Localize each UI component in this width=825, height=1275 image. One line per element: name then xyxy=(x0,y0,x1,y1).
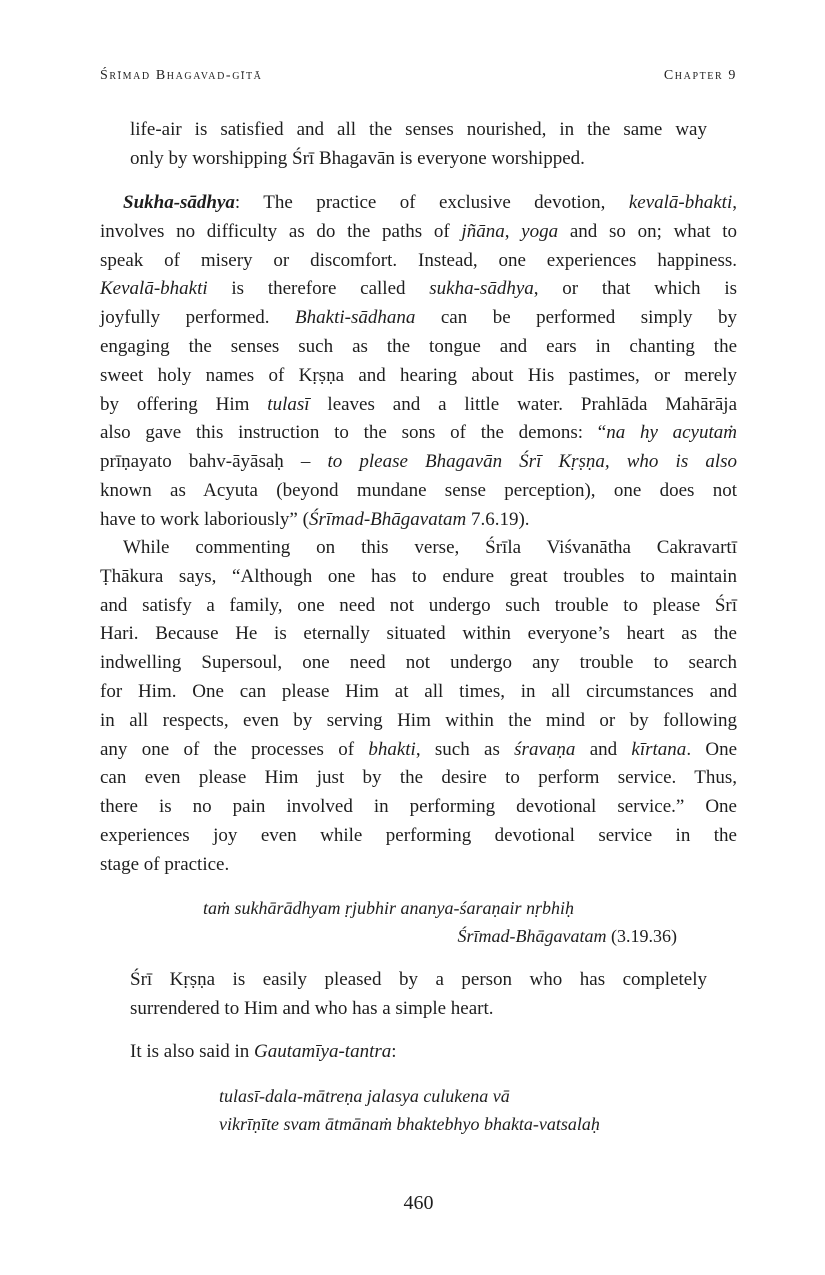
translation-line: surrendered to Him and who has a simple heart. xyxy=(130,997,494,1019)
paragraph-line: While commenting on this verse, Śrīla Viśvanātha Cakravartī xyxy=(123,537,737,558)
paragraph-line: Ṭhākura says, “Although one has to endure great troubles to maintain xyxy=(100,565,737,587)
paragraph-line: Hari. Because He is eternally situated within everyone’s heart as the xyxy=(100,623,737,645)
paragraph-line: indwelling Supersoul, one need not undergo any trouble to search xyxy=(100,652,737,674)
paragraph-line: can even please Him just by the desire to perform service. Thus, xyxy=(100,767,737,789)
paragraph-commentary xyxy=(100,534,737,880)
paragraph-line: experiences joy even while performing devotional service in the xyxy=(100,824,737,846)
running-head xyxy=(100,68,737,90)
top-quote-line: life-air is satisfied and all the senses nourished, in the same way xyxy=(130,119,707,140)
gautamiya-intro xyxy=(130,1038,707,1067)
paragraph-line: any one of the processes of bhakti, such as śravaṇa and kīrtana. One xyxy=(100,738,738,760)
term-sukha-sadhya: Sukha-sādhya xyxy=(123,192,235,213)
verse-source-title: Śrīmad-Bhāgavatam xyxy=(457,926,607,946)
page-number: 460 xyxy=(403,1192,434,1214)
book-page xyxy=(100,0,737,1275)
paragraph-line: in all respects, even by serving Him within the mind or by following xyxy=(100,709,737,731)
gautamiya-prefix: It is also said in xyxy=(130,1041,255,1062)
paragraph-line: speak of misery or discomfort. Instead, one experiences happiness. xyxy=(100,249,737,271)
paragraph-line: involves no difficulty as do the paths of jñāna, yoga and so on; what to xyxy=(100,220,737,242)
running-head-book-title: Śrīmad Bhagavad-gītā xyxy=(100,68,263,83)
paragraph-line: joyfully performed. Bhakti-sādhana can be performed simply by xyxy=(100,307,737,329)
verse-source xyxy=(458,922,677,951)
gautamiya-suffix: : xyxy=(391,1041,397,1062)
verse-translation xyxy=(130,966,707,1024)
paragraph-line: engaging the senses such as the tongue and ears in chanting the xyxy=(100,335,737,357)
paragraph-line: also gave this instruction to the sons of the demons: “na hy acyutaṁ xyxy=(100,422,737,444)
paragraph-line-text: : The practice of exclusive devotion, kevalā-bhakti, xyxy=(234,192,737,213)
top-quote xyxy=(130,116,707,174)
paragraph-line: stage of practice. xyxy=(100,853,230,875)
paragraph-line: have to work laboriously” (Śrīmad-Bhāgavatam 7.6.19). xyxy=(100,508,530,530)
paragraph-sukha-sadhya xyxy=(100,189,737,535)
paragraph-line: Kevalā-bhakti is therefore called sukha-sādhya, or that which is xyxy=(100,278,737,300)
paragraph-line: by offering Him tulasī leaves and a little water. Prahlāda Mahārāja xyxy=(100,393,737,415)
verse2-line1: tulasī-dala-mātreṇa jalasya culukena vā xyxy=(219,1086,510,1106)
translation-line: Śrī Kṛṣṇa is easily pleased by a person who has completely xyxy=(130,969,707,990)
top-quote-line: only by worshipping Śrī Bhagavān is everyone worshipped. xyxy=(130,147,585,169)
paragraph-line: for Him. One can please Him at all times, in all circumstances and xyxy=(100,680,737,702)
paragraph-line: and satisfy a family, one need not undergo such trouble to please Śrī xyxy=(100,594,737,616)
paragraph-line: there is no pain involved in performing devotional service.” One xyxy=(100,796,737,818)
paragraph-line xyxy=(100,189,737,218)
running-head-chapter: Chapter 9 xyxy=(663,68,737,83)
verse2-line2: vikrīṇīte svam ātmānaṁ bhaktebhyo bhakta-vatsalaḥ xyxy=(219,1114,600,1134)
verse-sanskrit: taṁ sukhārādhyam ṛjubhir ananya-śaraṇair nṛbhiḥ xyxy=(203,898,575,918)
paragraph-line: sweet holy names of Kṛṣṇa and hearing about His pastimes, or merely xyxy=(100,364,737,386)
verse-source-ref: (3.19.36) xyxy=(611,926,677,946)
gautamiya-title: Gautamīya-tantra xyxy=(254,1041,392,1062)
paragraph-line: prīṇayato bahv-āyāsaḥ – to please Bhagavān Śrī Kṛṣṇa, who is also xyxy=(100,451,737,473)
paragraph-line: known as Acyuta (beyond mundane sense perception), one does not xyxy=(100,479,737,501)
